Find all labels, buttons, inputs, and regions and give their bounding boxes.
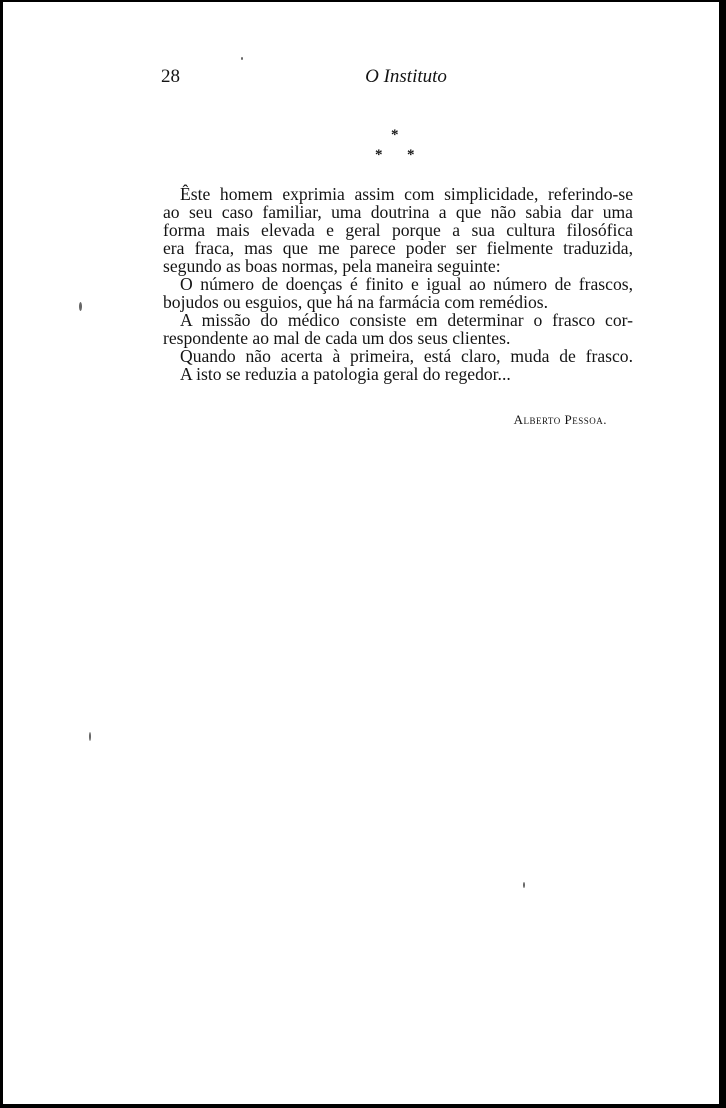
asterism-star-icon: * (375, 147, 383, 163)
asterism-star-icon: * (407, 147, 415, 163)
ink-speck (241, 57, 243, 60)
text-line: Êste homem exprimia assim com simplicidade, referindo-se (180, 184, 633, 204)
text-line: era fraca, mas que me parece poder ser fielmente traduzida, (163, 238, 633, 258)
ink-speck (79, 302, 82, 311)
asterism-divider (369, 128, 429, 168)
asterism-star-icon: * (391, 127, 399, 143)
text-line: ao seu caso familiar, uma doutrina a que não sabia dar uma (163, 202, 633, 222)
text-line: A missão do médico consiste em determinar o frasco cor- (180, 310, 633, 330)
page-header (161, 66, 631, 90)
ink-speck (89, 732, 91, 741)
text-line: Quando não acerta à primeira, está claro, muda de frasco. (180, 346, 633, 366)
page-number: 28 (161, 66, 180, 87)
text-line: A isto se reduzia a patologia geral do regedor... (180, 364, 511, 384)
running-title: O Instituto (365, 66, 447, 87)
text-line: O número de doenças é finito e igual ao número de frascos, (180, 274, 633, 294)
body-text (163, 185, 633, 383)
text-line: bojudos ou esguios, que há na farmácia com remédios. (163, 292, 549, 312)
text-line: forma mais elevada e geral porque a sua cultura filosófica (163, 220, 633, 240)
text-line: respondente ao mal de cada um dos seus clientes. (163, 328, 511, 348)
text-line: segundo as boas normas, pela maneira seguinte: (163, 256, 501, 276)
ink-speck (523, 882, 525, 888)
author-signature: Alberto Pessoa. (513, 412, 607, 427)
